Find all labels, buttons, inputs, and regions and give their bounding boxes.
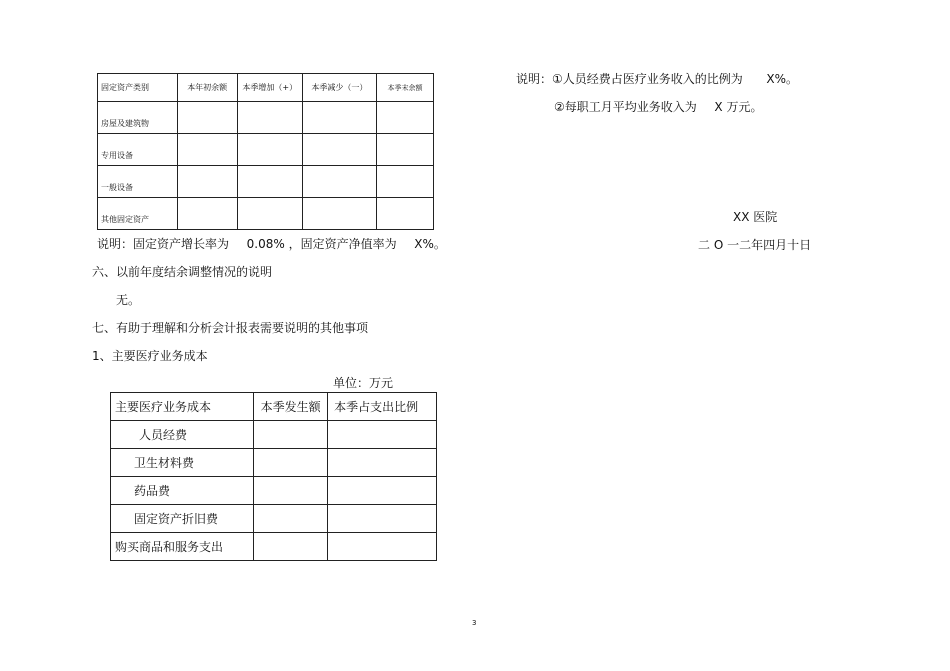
table-cell: [237, 198, 302, 230]
table-cell: [177, 198, 237, 230]
table-cell: [177, 166, 237, 198]
table-cell: [177, 102, 237, 134]
table-cell: [237, 134, 302, 166]
table-cell: [254, 533, 328, 561]
unit-label: 单位：万元: [333, 376, 394, 390]
ratio-note: [516, 70, 798, 87]
revenue-note-prefix: ②每职工月平均业务收入为: [554, 100, 697, 114]
row-label: 专用设备: [98, 134, 178, 166]
row-label: 购买商品和服务支出: [111, 533, 254, 561]
table-cell: [237, 102, 302, 134]
table-cell: [302, 102, 376, 134]
ratio-note-value: X%。: [766, 72, 799, 86]
table-cell: [328, 533, 437, 561]
revenue-note: [554, 98, 762, 115]
table-cell: [177, 134, 237, 166]
table-header-cell: 固定资产类别: [98, 74, 178, 102]
ratio-note-prefix: 说明：①人员经费占医疗业务收入的比例为: [516, 72, 743, 86]
table-cell: [328, 449, 437, 477]
table-cell: [376, 134, 433, 166]
section-7-title: 七、有助于理解和分析会计报表需要说明的其他事项: [92, 321, 369, 335]
table-header-cell: 本季减少（一）: [302, 74, 376, 102]
row-label: 其他固定资产: [98, 198, 178, 230]
table-cell: [328, 505, 437, 533]
table-row: [98, 166, 434, 198]
table-cell: [237, 166, 302, 198]
medical-cost-table: [110, 392, 437, 561]
table-cell: [302, 134, 376, 166]
table-cell: [328, 477, 437, 505]
table-row: [98, 198, 434, 230]
signature-date: 二 O 一二年四月十日: [698, 238, 812, 252]
table-row: [98, 134, 434, 166]
table-row: [111, 421, 437, 449]
net-value-rate: X%。: [414, 237, 446, 251]
section-6-body: 无。: [116, 293, 141, 307]
table-row: [111, 449, 437, 477]
section-7-sub1: 1、主要医疗业务成本: [92, 349, 208, 363]
table-cell: [254, 505, 328, 533]
table-header-cell: 本季增加（+）: [237, 74, 302, 102]
row-label: 固定资产折旧费: [111, 505, 254, 533]
table-cell: [328, 421, 437, 449]
note-prefix: 说明：固定资产增长率为: [97, 237, 230, 251]
note-mid: ，固定资产净值率为: [288, 237, 397, 251]
table-header-row: [111, 393, 437, 421]
fixed-asset-note: [97, 235, 446, 252]
growth-rate: 0.08%: [246, 237, 285, 251]
table-header-cell: 本年初余额: [177, 74, 237, 102]
row-label: 药品费: [111, 477, 254, 505]
hospital-name: XX 医院: [733, 210, 778, 224]
row-label: 一般设备: [98, 166, 178, 198]
table-cell: [254, 449, 328, 477]
fixed-asset-table: [97, 73, 434, 230]
table-cell: [302, 166, 376, 198]
table-cell: [376, 166, 433, 198]
table-header-cell: 本季占支出比例: [328, 393, 437, 421]
row-label: 房屋及建筑物: [98, 102, 178, 134]
row-label: 卫生材料费: [111, 449, 254, 477]
table-cell: [302, 198, 376, 230]
table-row: [111, 533, 437, 561]
section-6-title: 六、以前年度结余调整情况的说明: [92, 265, 273, 279]
table-row: [111, 477, 437, 505]
table-header-cell: 主要医疗业务成本: [111, 393, 254, 421]
table-header-cell: 本季末余额: [376, 74, 433, 102]
table-row: [98, 102, 434, 134]
page-number: 3: [472, 619, 477, 627]
table-header-row: [98, 74, 434, 102]
table-cell: [254, 477, 328, 505]
table-cell: [254, 421, 328, 449]
table-cell: [376, 102, 433, 134]
row-label: 人员经费: [111, 421, 254, 449]
revenue-note-value: X 万元。: [714, 100, 763, 114]
table-header-cell: 本季发生额: [254, 393, 328, 421]
table-row: [111, 505, 437, 533]
table-cell: [376, 198, 433, 230]
